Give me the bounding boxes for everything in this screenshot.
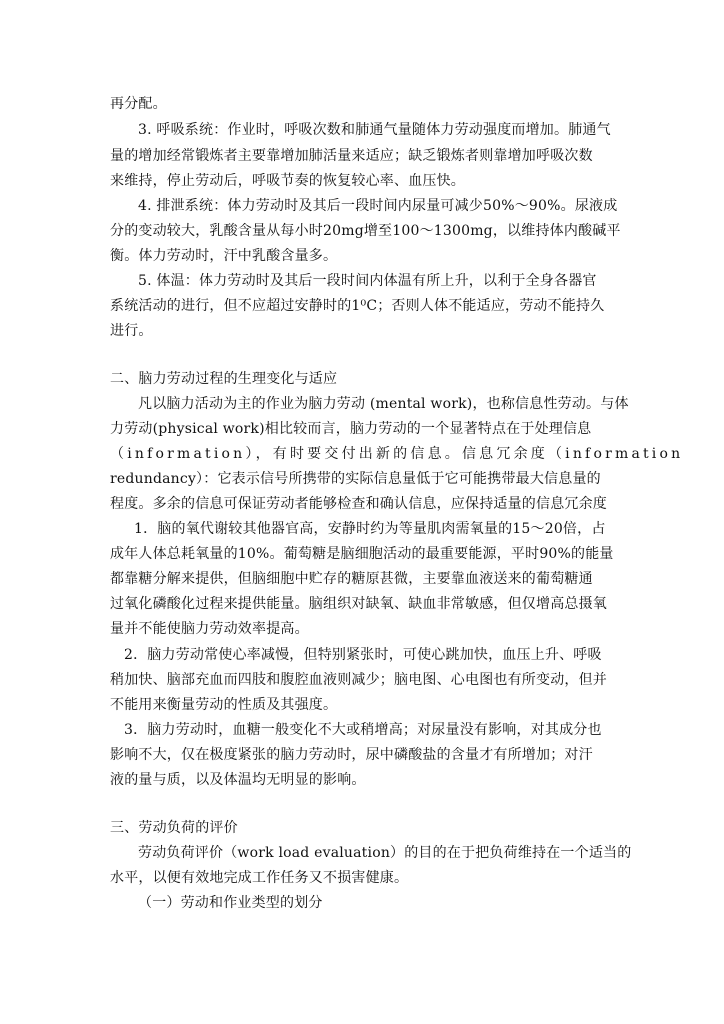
brain-oxygen-line-5: 量并不能使脑力劳动效率提高。: [110, 621, 309, 637]
work-load-line-2: 水平，以便有效地完成工作任务又不损害健康。: [110, 870, 409, 886]
brain-oxygen-line-2: 成年人体总耗氧量的10%。葡萄糖是脑细胞活动的最重要能源，平时90%的能量: [110, 546, 614, 562]
blood-sugar-line-1: 3．脑力劳动时，血糖一般变化不大或稍增高；对尿量没有影响，对其成分也: [124, 722, 602, 738]
respiratory-system-line-3: 来维持，停止劳动后，呼吸节奏的恢复较心率、血压快。: [110, 173, 465, 189]
section-heading-mental-work: 二、脑力劳动过程的生理变化与适应: [110, 371, 338, 387]
excretory-system-line-2: 分的变动较大，乳酸含量从每小时20mg增至100～1300mg，以维持体内酸碱平: [110, 223, 621, 239]
blood-sugar-line-2: 影响不大，仅在极度紧张的脑力劳动时，尿中磷酸盐的含量才有所增加；对汗: [110, 747, 593, 763]
brain-oxygen-line-4: 过氧化磷酸化过程来提供能量。脑组织对缺氧、缺血非常敏感，但仅增高总摄氧: [110, 596, 607, 612]
work-load-line-1: 劳动负荷评价（work load evaluation）的目的在于把负荷维持在一个适当的: [138, 845, 632, 861]
subsection-heading-work-types: （一）劳动和作业类型的划分: [138, 895, 323, 911]
mental-work-intro-line-1: 凡以脑力活动为主的作业为脑力劳动 (mental work)，也称信息性劳动。与体: [138, 396, 629, 412]
body-temperature-line-1: 5. 体温：体力劳动时及其后一段时间内体温有所上升，以利于全身各器官: [138, 273, 597, 289]
respiratory-system-line-2: 量的增加经常锻炼者主要靠增加肺活量来适应；缺乏锻炼者则靠增加呼吸次数: [110, 148, 593, 164]
heart-rate-line-2: 稍加快、脑部充血而四肢和腹腔血液则减少；脑电图、心电图也有所变动，但并: [110, 672, 607, 688]
paragraph-end-line: 再分配。: [110, 96, 167, 112]
excretory-system-line-3: 衡。体力劳动时，汗中乳酸含量多。: [110, 248, 338, 264]
brain-oxygen-line-1: 1．脑的氧代谢较其他器官高，安静时约为等量肌肉需氧量的15～20倍，占: [134, 521, 606, 537]
mental-work-intro-line-5: 程度。多余的信息可保证劳动者能够检查和确认信息，应保持适量的信息冗余度: [110, 496, 607, 512]
excretory-system-line-1: 4. 排泄系统：体力劳动时及其后一段时间内尿量可减少50%～90%。尿液成: [138, 198, 618, 214]
mental-work-intro-line-2: 力劳动(physical work)相比较而言，脑力劳动的一个显著特点在于处理信息: [110, 421, 592, 437]
brain-oxygen-line-3: 都靠糖分解来提供，但脑细胞中贮存的糖原甚微，主要靠血液送来的葡萄糖通: [110, 571, 593, 587]
section-heading-work-load: 三、劳动负荷的评价: [110, 820, 238, 836]
body-temperature-line-2: 系统活动的进行，但不应超过安静时的1⁰C；否则人体不能适应，劳动不能持久: [110, 298, 605, 314]
body-temperature-line-3: 进行。: [110, 323, 153, 339]
heart-rate-line-3: 不能用来衡量劳动的性质及其强度。: [110, 697, 338, 713]
respiratory-system-line-1: 3. 呼吸系统：作业时，呼吸次数和肺通气量随体力劳动强度而增加。肺通气: [138, 122, 611, 138]
mental-work-intro-line-3: （information），有时要交付出新的信息。信息冗余度（information: [110, 446, 684, 462]
heart-rate-line-1: 2．脑力劳动常使心率减慢，但特别紧张时，可使心跳加快，血压上升、呼吸: [124, 647, 602, 663]
mental-work-intro-line-4: redundancy）：它表示信号所携带的实际信息量低于它可能携带最大信息量的: [110, 471, 601, 487]
blood-sugar-line-3: 液的量与质，以及体温均无明显的影响。: [110, 772, 366, 788]
